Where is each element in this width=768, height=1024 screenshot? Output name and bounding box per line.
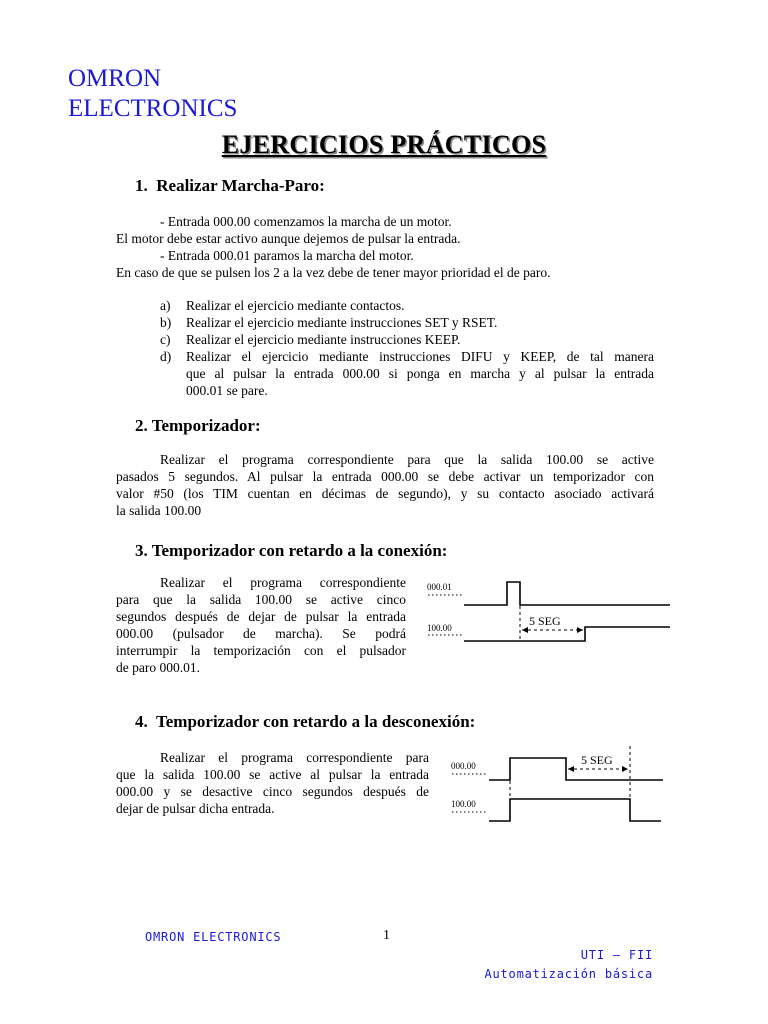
section-4-line-4: dejar de pulsar dicha entrada.: [116, 801, 275, 816]
section-3-line-1: Realizar el programa correspondiente: [160, 575, 406, 590]
list-item-b: [160, 314, 660, 331]
signal-trace-100-00: [464, 627, 670, 641]
section-4-body: [116, 749, 429, 817]
section-1-title: Realizar Marcha-Paro:: [156, 176, 325, 195]
footer-course: [484, 946, 653, 984]
list-text: Realizar el ejercicio mediante contactos.: [186, 298, 405, 313]
document-title: EJERCICIOS PRÁCTICOS: [221, 130, 547, 159]
signal-label-100-00: 100.00: [451, 799, 476, 809]
footer-course-line-1: UTI – FII: [580, 948, 653, 962]
section-1-heading: [135, 176, 325, 196]
section-1-line-4: En caso de que se pulsen los 2 a la vez debe de tener mayor prioridad el de paro.: [116, 265, 551, 280]
brand-header: [68, 64, 237, 124]
list-label: a): [160, 298, 171, 313]
signal-label-000-01: 000.01: [427, 582, 452, 592]
section-4-line-3: 000.00 y se desactive cinco segundos después de: [116, 784, 429, 799]
section-4-number: 4.: [135, 712, 148, 731]
list-label: b): [160, 315, 172, 330]
section-3-line-5: interrumpir la temporización con el pulsador: [116, 643, 406, 658]
section-3-line-6: de paro 000.01.: [116, 660, 200, 675]
section-4-line-2: que la salida 100.00 se active al pulsar la entrada: [116, 767, 429, 782]
timing-diagram-on-delay: [420, 568, 676, 650]
list-text-line: 000.01 se pare.: [186, 383, 268, 398]
list-item-c: [160, 331, 660, 348]
page-number: 1: [383, 928, 390, 943]
section-2-line-2: pasados 5 segundos. Al pulsar la entrada 000.00 se debe activar un temporizador con: [116, 469, 654, 484]
list-text-line: que al pulsar la entrada 000.00 si ponga en marcha y al pulsar la entrada: [186, 366, 654, 381]
signal-label-000-00: 000.00: [451, 761, 476, 771]
section-4-line-1: Realizar el programa correspondiente para: [160, 750, 429, 765]
section-2-line-1: Realizar el programa correspondiente para que la salida 100.00 se active: [160, 452, 654, 467]
section-3-line-3: segundos después de dejar de pulsar la entrada: [116, 609, 406, 624]
section-1-line-2: El motor debe estar activo aunque dejemos de pulsar la entrada.: [116, 231, 461, 246]
section-4-title: Temporizador con retardo a la desconexión:: [155, 712, 476, 731]
section-1-line-3: - Entrada 000.01 paramos la marcha del motor.: [160, 248, 414, 263]
list-item-d: [160, 348, 654, 399]
section-2-line-3: valor #50 (los TIM cuentan en décimas de segundo), y su contacto asociado activará: [116, 486, 654, 501]
list-text: Realizar el ejercicio mediante instrucciones KEEP.: [186, 332, 461, 347]
section-2-heading: 2. Temporizador:: [135, 416, 261, 435]
list-label: d): [160, 349, 172, 364]
section-3-line-4: 000.00 (pulsador de marcha). Se podrá: [116, 626, 406, 641]
list-text-line: Realizar el ejercicio mediante instrucciones DIFU y KEEP, de tal manera: [186, 349, 654, 364]
delay-label: 5 SEG: [581, 753, 613, 767]
signal-label-100-00: 100.00: [427, 623, 452, 633]
section-4-heading: [135, 712, 475, 732]
brand-line-2: ELECTRONICS: [68, 95, 238, 122]
section-2-body: [116, 451, 654, 519]
brand-line-1: OMRON: [68, 65, 162, 92]
section-3-heading: 3. Temporizador con retardo a la conexión:: [135, 541, 448, 560]
timing-diagram-off-delay: [443, 743, 668, 847]
list-item-a: [160, 297, 660, 314]
section-3-body: [116, 574, 406, 676]
footer-course-line-2: Automatización básica: [484, 967, 653, 981]
signal-trace-100-00: [489, 799, 661, 821]
list-text: Realizar el ejercicio mediante instrucciones SET y RSET.: [186, 315, 498, 330]
delay-label: 5 SEG: [529, 614, 561, 628]
section-1-line-1: - Entrada 000.00 comenzamos la marcha de un motor.: [160, 214, 452, 229]
footer-brand: OMRON ELECTRONICS: [145, 930, 282, 944]
section-2-line-4: la salida 100.00: [116, 503, 202, 518]
signal-trace-000-01: [464, 582, 670, 605]
list-label: c): [160, 332, 171, 347]
section-1-number: 1.: [135, 176, 148, 195]
section-3-line-2: para que la salida 100.00 se active cinco: [116, 592, 406, 607]
